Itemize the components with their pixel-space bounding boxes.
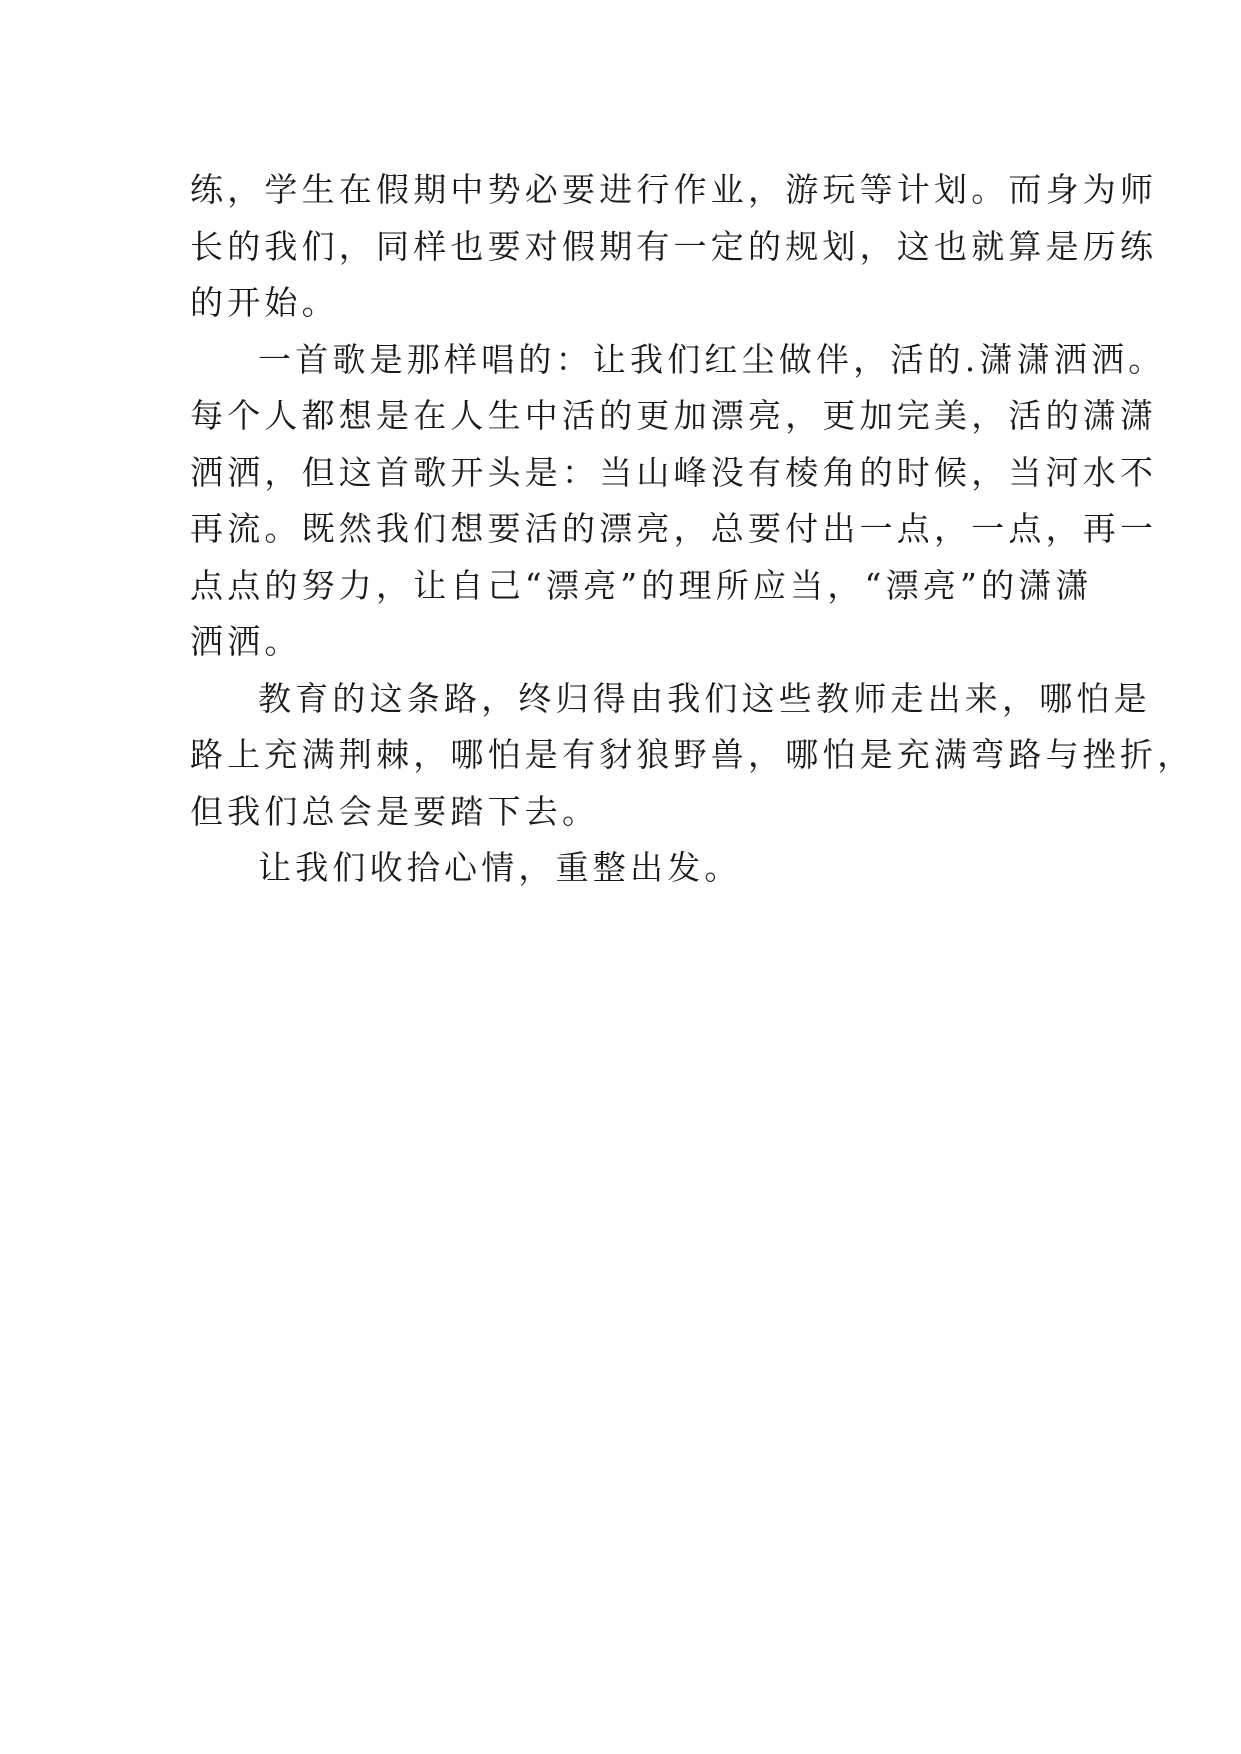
paragraph-line: 练，学生在假期中势必要进行作业，游玩等计划。而身为师 <box>190 170 1158 209</box>
paragraph-line: 点点的努力，让自己“漂亮”的理所应当，“漂亮”的潇潇 <box>190 565 1093 605</box>
paragraph-first-line: 一首歌是那样唱的：让我们红尘做伴，活的.潇潇洒洒。 <box>258 339 1166 379</box>
paragraph-line: 但我们总会是要踏下去。 <box>190 791 600 831</box>
paragraph-line: 再流。既然我们想要活的漂亮，总要付出一点，一点，再一 <box>190 509 1158 548</box>
paragraph-line: 每个人都想是在人生中活的更加漂亮，更加完美，活的潇潇 <box>190 396 1158 435</box>
paragraph-line: 的开始。 <box>190 283 339 322</box>
paragraph-first-line: 教育的这条路，终归得由我们这些教师走出来，哪怕是 <box>258 678 1151 718</box>
paragraph-line: 洒洒。 <box>190 622 302 661</box>
paragraph-line: 路上充满荆棘，哪怕是有豺狼野兽，哪怕是充满弯路与挫折， <box>190 735 1195 774</box>
paragraph-line: 洒洒，但这首歌开头是：当山峰没有棱角的时候，当河水不 <box>190 452 1158 492</box>
paragraph-first-line: 让我们收拾心情，重整出发。 <box>258 848 742 887</box>
document-body <box>190 162 1195 897</box>
paragraph-line: 长的我们，同样也要对假期有一定的规划，这也就算是历练 <box>190 226 1158 266</box>
